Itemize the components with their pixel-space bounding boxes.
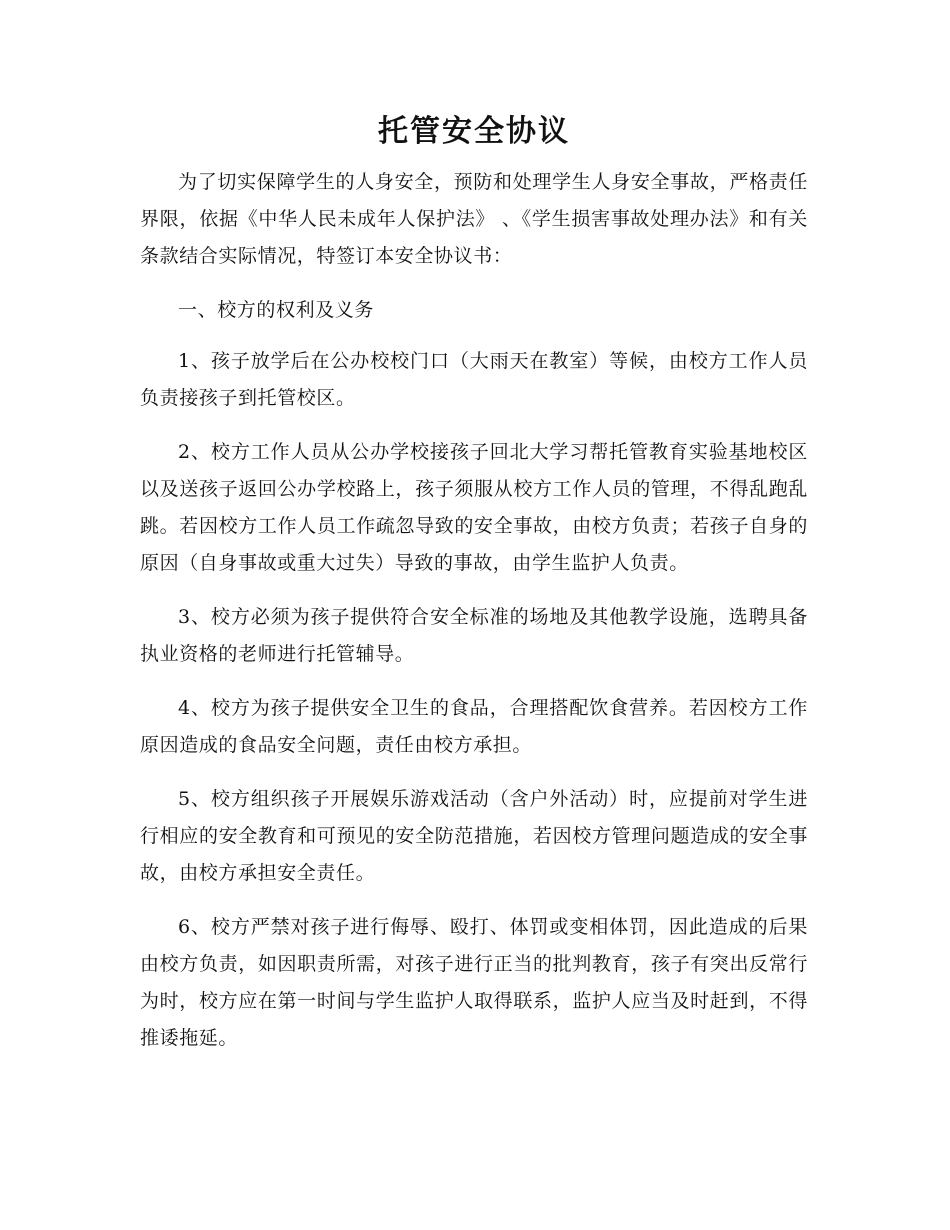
clause-2: 2、校方工作人员从公办学校接孩子回北大学习帮托管教育实验基地校区以及送孩子返回公办学校路上，孩子须服从校方工作人员的管理，不得乱跑乱跳。若因校方工作人员工作疏忽导致的安全事故，由校方负责；若孩子自身的原因（自身事故或重大过失）导致的事故，由学生监护人负责。	[140, 441, 808, 574]
document-page	[140, 110, 808, 1074]
intro-paragraph: 为了切实保障学生的人身安全，预防和处理学生人身安全事故，严格责任界限，依据《中华人民未成年人保护法》 、《学生损害事故处理办法》和有关条款结合实际情况，特签订本安全协议书：	[140, 171, 808, 267]
document-title: 托管安全协议	[378, 114, 570, 149]
section-heading: 一、校方的权利及义务	[178, 299, 375, 321]
clause-5: 5、校方组织孩子开展娱乐游戏活动（含户外活动）时，应提前对学生进行相应的安全教育和可预见的安全防范措施，若因校方管理问题造成的安全事故，由校方承担安全责任。	[140, 788, 808, 884]
clause-4: 4、校方为孩子提供安全卫生的食品，合理搭配饮食营养。若因校方工作原因造成的食品安全问题，责任由校方承担。	[140, 697, 808, 756]
clause-6: 6、校方严禁对孩子进行侮辱、殴打、体罚或变相体罚，因此造成的后果由校方负责，如因职责所需，对孩子进行正当的批判教育，孩子有突出反常行为时，校方应在第一时间与学生监护人取得联系，监护人应当及时赶到，不得推诿拖延。	[140, 916, 808, 1049]
clause-3: 3、校方必须为孩子提供符合安全标准的场地及其他教学设施，选聘具备执业资格的老师进行托管辅导。	[140, 606, 808, 665]
clause-1: 1、孩子放学后在公办校校门口（大雨天在教室）等候，由校方工作人员负责接孩子到托管校区。	[140, 350, 808, 409]
